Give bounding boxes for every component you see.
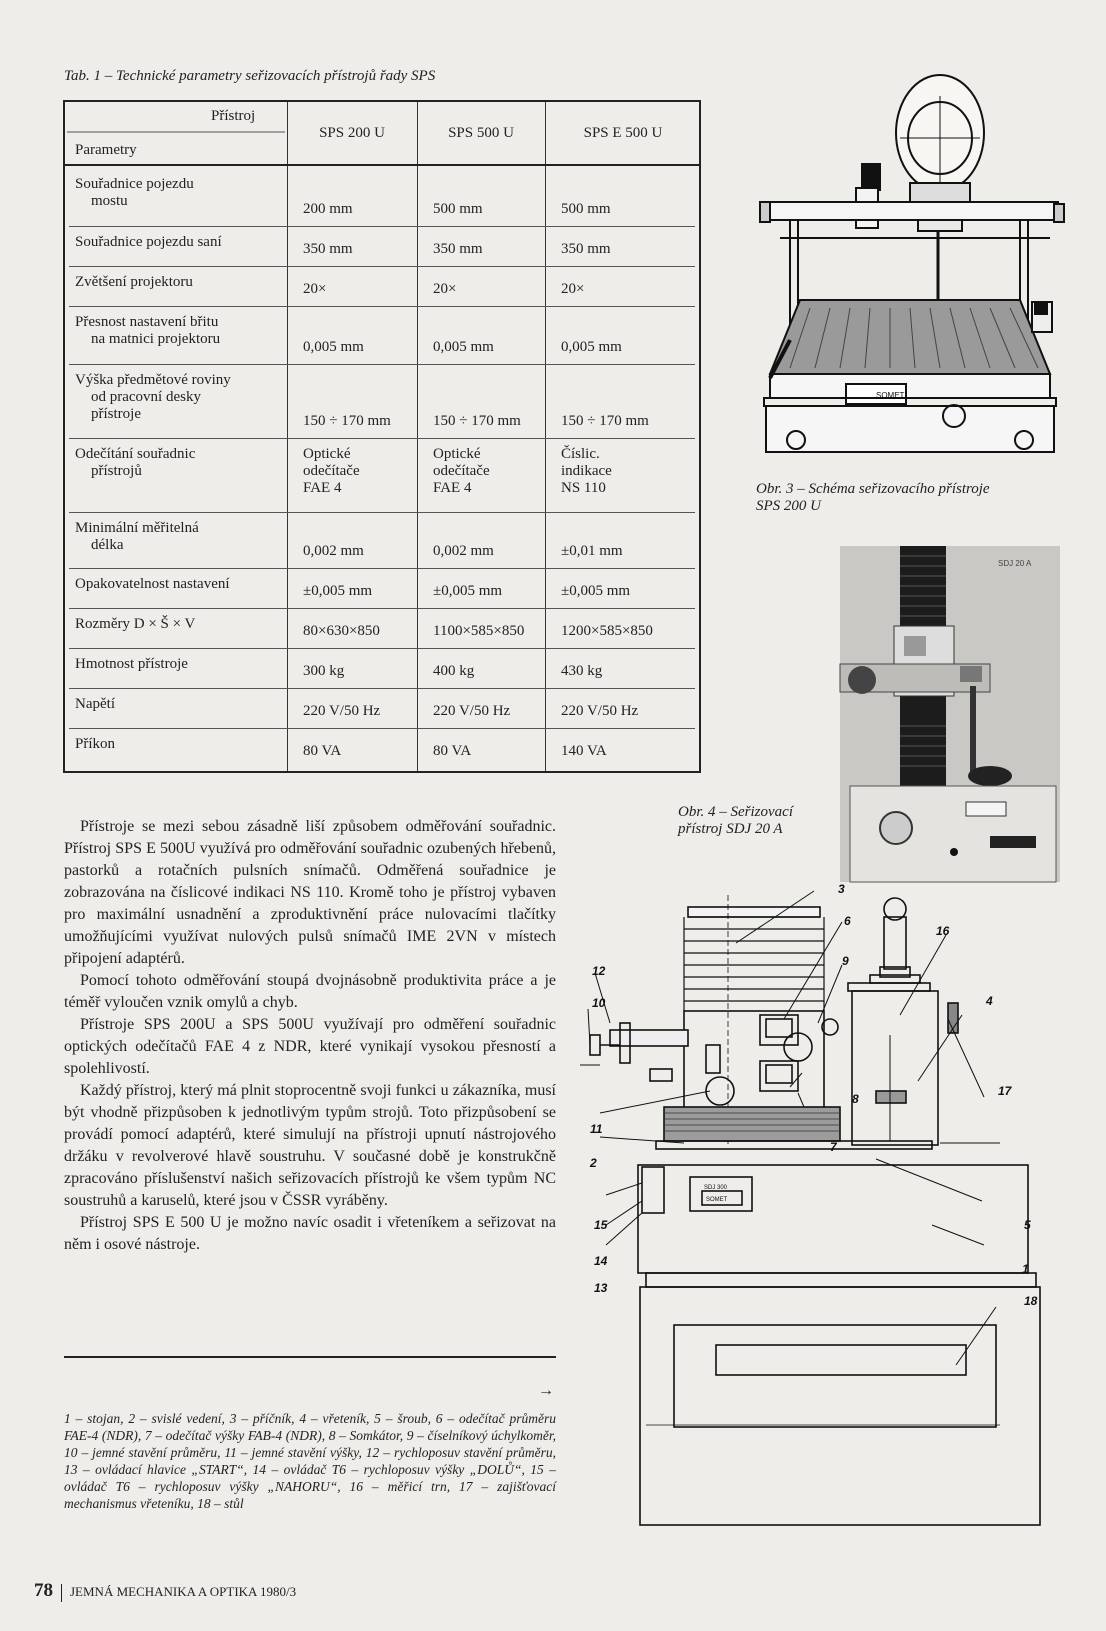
callout-10: 10 <box>592 996 606 1010</box>
fig3-badge: SOMET <box>876 391 905 400</box>
callout-18: 18 <box>1024 1294 1038 1308</box>
callout-1: 1 <box>1022 1262 1029 1276</box>
row-label-line: Příkon <box>75 736 116 752</box>
row-rule <box>69 608 695 609</box>
callout-8: 8 <box>852 1092 859 1106</box>
table-divider <box>287 102 288 771</box>
table-cell-line: 0,002 mm <box>303 543 364 559</box>
drawing-plate-label: SDJ 300 <box>704 1185 728 1191</box>
table-cell <box>303 339 364 356</box>
table-cell-line: 150 ÷ 170 mm <box>303 413 391 429</box>
row-label <box>75 616 285 633</box>
table-cell-line: 220 V/50 Hz <box>303 703 381 719</box>
table-divider <box>545 102 546 771</box>
table-cell <box>303 583 372 600</box>
row-label-line: délka <box>91 537 124 553</box>
row-rule <box>69 306 695 307</box>
callout-4: 4 <box>986 994 993 1008</box>
drawing-badge-label: SOMET <box>706 1197 728 1203</box>
row-rule <box>69 226 695 227</box>
row-label <box>75 520 285 554</box>
table-cell-line: odečítače <box>303 463 360 479</box>
row-label-line: Zvětšení projektoru <box>75 274 193 290</box>
separator-rule <box>64 1356 556 1358</box>
table-caption: Tab. 1 – Technické parametry seřizovacích přístrojů řady SPS <box>64 68 436 84</box>
table-cell <box>303 201 353 218</box>
column-header: SPS E 500 U <box>583 125 663 141</box>
table-cell-line: 80×630×850 <box>303 623 380 639</box>
table-cell <box>561 413 649 430</box>
row-label <box>75 372 285 423</box>
table-cell <box>433 413 521 430</box>
table-cell <box>303 703 380 720</box>
callout-3: 3 <box>838 882 845 896</box>
row-label-line: na matnici projektoru <box>91 331 221 347</box>
table-cell <box>561 623 653 640</box>
table-cell-line: 80 VA <box>303 743 342 759</box>
table-cell-line: 220 V/50 Hz <box>433 703 511 719</box>
callout-15: 15 <box>594 1218 608 1232</box>
table-cell-line: 20× <box>433 281 457 297</box>
callout-9: 9 <box>842 954 849 968</box>
row-label-line: Přesnost nastavení břitu <box>75 314 219 330</box>
table-cell <box>303 543 364 560</box>
table-cell <box>433 583 502 600</box>
table-cell-line: 80 VA <box>433 743 472 759</box>
table-cell <box>433 201 483 218</box>
row-label-line: mostu <box>91 193 128 209</box>
table-cell-line: 430 kg <box>561 663 603 679</box>
row-label <box>75 274 285 291</box>
fig4-caption: Obr. 4 – Seřizovací přístroj SDJ 20 A <box>678 804 793 837</box>
column-header: SPS 500 U <box>448 125 514 141</box>
row-label <box>75 176 285 210</box>
table-cell-line: 0,002 mm <box>433 543 494 559</box>
footer-divider <box>61 1584 62 1602</box>
table-cell-line: 350 mm <box>303 241 353 257</box>
table-cell <box>303 413 391 430</box>
row-label-line: Rozměry D × Š × V <box>75 616 196 632</box>
table-cell <box>433 339 494 356</box>
figure-sps-200u-schematic <box>770 78 1070 468</box>
table-cell-line: 300 kg <box>303 663 345 679</box>
table-cell-line: 1100×585×850 <box>433 623 525 639</box>
row-label-line: od pracovní desky <box>91 389 201 405</box>
row-label-line: Napětí <box>75 696 115 712</box>
table-cell-line: Optické <box>433 446 481 462</box>
callout-5: 5 <box>1024 1218 1031 1232</box>
table-cell <box>433 663 474 680</box>
table-cell <box>561 201 611 218</box>
table-cell-line: 1200×585×850 <box>561 623 653 639</box>
body-paragraph: Každý přístroj, který má plnit stoprocentně svoji funkci u zákazníka, musí být vhodně přizpůsoben k jednotlivým typům strojů. Toto přizpůsobení se provádí pomocí adaptérů, které simulují na přístroji upnutí nástrojového držáku v revolverové hlavě soustruhu. V současné době je konstrukčně zpracováno příslušenství našich seřizovacích přístrojů ke všem typům NC soustruhů a karuselů, které jsou v ČSSR vyráběny. <box>64 1082 556 1209</box>
callout-13: 13 <box>594 1281 608 1295</box>
table-cell-line: FAE 4 <box>433 480 472 496</box>
table-cell-line: indikace <box>561 463 612 479</box>
row-label <box>75 576 285 593</box>
table-cell-line: Číslic. <box>561 446 600 462</box>
row-label <box>75 656 285 673</box>
table-cell-line: 140 VA <box>561 743 607 759</box>
sdj20a-photo-graphic <box>840 546 1060 882</box>
body-paragraph: Pomocí tohoto odměřování stoupá dvojnásobně produktivita práce a je téměř vyloučen vznik omylů a chyb. <box>64 972 556 1011</box>
row-rule <box>69 512 695 513</box>
table-cell <box>561 703 638 720</box>
table-cell-line: ±0,005 mm <box>561 583 631 599</box>
table-cell <box>561 281 584 298</box>
figure-sdj20a-photo <box>840 546 1060 882</box>
row-label <box>75 736 285 753</box>
journal-name: JEMNÁ MECHANIKA A OPTIKA 1980/3 <box>70 1584 297 1599</box>
row-label <box>75 234 285 251</box>
row-label-line: Odečítání souřadnic <box>75 446 196 462</box>
figure-legend: 1 – stojan, 2 – svislé vedení, 3 – příčník, 4 – vřeteník, 5 – šroub, 6 – odečítač průměru FAE-4 (NDR), 7 – odečítač výšky FAB-4 (NDR), 8 – Somkátor, 9 – číselníkový úchylkoměr, 10 – jemné stavění průměru, 11 – jemné stavění výšky, 12 – rychloposuv stavění průměru, 13 – ovládací hlavice „START“, 14 – ovládač T6 – rychloposuv výšky „DOLŮ“, 15 – ovládač T6 – rychloposuv výšky „NAHORU“, 16 – měřicí trn, 17 – zajišťovací mechanismus vřeteníku, 18 – stůl <box>64 1411 556 1511</box>
table-cell-line: Optické <box>303 446 351 462</box>
table-cell <box>433 241 483 258</box>
row-label-line: Výška předmětové roviny <box>75 372 231 388</box>
row-label-line: Souřadnice pojezdu <box>75 176 194 192</box>
row-label-line: Minimální měřitelná <box>75 520 199 536</box>
table-cell <box>433 743 471 760</box>
table-cell-line: 0,005 mm <box>433 339 494 355</box>
article-body <box>64 816 556 1256</box>
row-label-line: Opakovatelnost nastavení <box>75 576 230 592</box>
table-cell <box>303 743 341 760</box>
body-paragraph: Přístroje SPS 200U a SPS 500U využívají pro odměření souřadnic optických odečítačů FAE 4 z NDR, které vynikají vysokou přesností a spolehlivostí. <box>64 1016 556 1077</box>
table-cell <box>433 703 510 720</box>
table-cell-line: ±0,005 mm <box>303 583 373 599</box>
table-cell <box>303 281 326 298</box>
row-label <box>75 696 285 713</box>
row-rule <box>69 648 695 649</box>
table-cell-line: 150 ÷ 170 mm <box>433 413 521 429</box>
table-cell <box>433 281 456 298</box>
row-label-line: Hmotnost přístroje <box>75 656 188 672</box>
row-rule <box>69 266 695 267</box>
table-cell <box>303 663 344 680</box>
table-cell-line: 350 mm <box>561 241 611 257</box>
callout-16: 16 <box>936 924 950 938</box>
row-label <box>75 314 285 348</box>
body-paragraph: Přístroje se mezi sebou zásadně liší způsobem odměřování souřadnic. Přístroj SPS E 500U využívá pro odměřování souřadnic ozubených hřebenů, pastorků a rotačních pulsních snímačů. Odměřená souřadnice je zobrazována na číslicové indikaci NS 110. Kromě toho je přístroj vybaven pro maximální usnadnění a zproduktivnění práce nulovacími tlačítky umožňujícími využívat nulových pulsů snímačů IME 2VN v místech připojení adaptérů. <box>64 818 556 967</box>
table-divider <box>417 102 418 771</box>
table-cell-line: 200 mm <box>303 201 353 217</box>
table-cell <box>303 623 380 640</box>
callout-7: 7 <box>830 1140 837 1154</box>
row-rule <box>69 364 695 365</box>
table-cell <box>433 446 490 497</box>
table-cell-line: 0,005 mm <box>561 339 622 355</box>
table-cell-line: ±0,005 mm <box>433 583 503 599</box>
callout-17: 17 <box>998 1084 1012 1098</box>
table-cell <box>561 339 622 356</box>
column-header: SPS 200 U <box>319 125 385 141</box>
header-rule <box>65 164 699 166</box>
fig3-caption: Obr. 3 – Schéma seřizovacího přístroje SPS 200 U <box>756 481 990 514</box>
table-cell <box>561 743 607 760</box>
row-label-line: Souřadnice pojezdu saní <box>75 234 222 250</box>
table-cell-line: 0,005 mm <box>303 339 364 355</box>
continue-arrow: → <box>538 1382 554 1399</box>
table-cell <box>561 663 602 680</box>
table-cell-line: 20× <box>303 281 327 297</box>
table-cell <box>303 241 353 258</box>
table-cell-line: odečítače <box>433 463 490 479</box>
table-cell <box>561 543 623 560</box>
header-params: Parametry <box>75 142 137 158</box>
table-cell-line: 500 mm <box>561 201 611 217</box>
table-cell <box>433 543 494 560</box>
table-cell-line: 350 mm <box>433 241 483 257</box>
table-cell <box>561 241 611 258</box>
row-rule <box>69 568 695 569</box>
figure-sdj-technical-drawing <box>580 882 1080 1555</box>
page-footer <box>34 1580 296 1602</box>
table-cell-line: NS 110 <box>561 480 606 496</box>
row-rule <box>69 438 695 439</box>
table-cell-line: 20× <box>561 281 585 297</box>
table-cell <box>561 583 630 600</box>
row-label-line: přístrojů <box>91 463 142 479</box>
row-rule <box>69 728 695 729</box>
table-cell-line: 500 mm <box>433 201 483 217</box>
table-cell <box>433 623 524 640</box>
body-paragraph: Přístroj SPS E 500 U je možno navíc osadit i vřeteníkem a seřizovat na něm i osové nástroje. <box>64 1214 556 1253</box>
row-label <box>75 446 285 480</box>
page-number: 78 <box>34 1580 53 1601</box>
table-cell-line: FAE 4 <box>303 480 342 496</box>
row-label-line: přístroje <box>91 406 141 422</box>
callout-11: 11 <box>590 1122 603 1136</box>
table-cell <box>303 446 360 497</box>
table-cell-line: ±0,01 mm <box>561 543 623 559</box>
callout-2: 2 <box>590 1156 597 1170</box>
table-cell-line: 400 kg <box>433 663 475 679</box>
table-cell-line: 150 ÷ 170 mm <box>561 413 649 429</box>
header-instrument: Přístroj <box>211 108 256 124</box>
callout-6: 6 <box>844 914 851 928</box>
table-cell <box>561 446 612 497</box>
spec-table <box>63 100 701 773</box>
callout-14: 14 <box>594 1254 608 1268</box>
callout-12: 12 <box>592 964 606 978</box>
row-rule <box>69 688 695 689</box>
table-cell-line: 220 V/50 Hz <box>561 703 639 719</box>
photo-label: SDJ 20 A <box>998 559 1032 568</box>
